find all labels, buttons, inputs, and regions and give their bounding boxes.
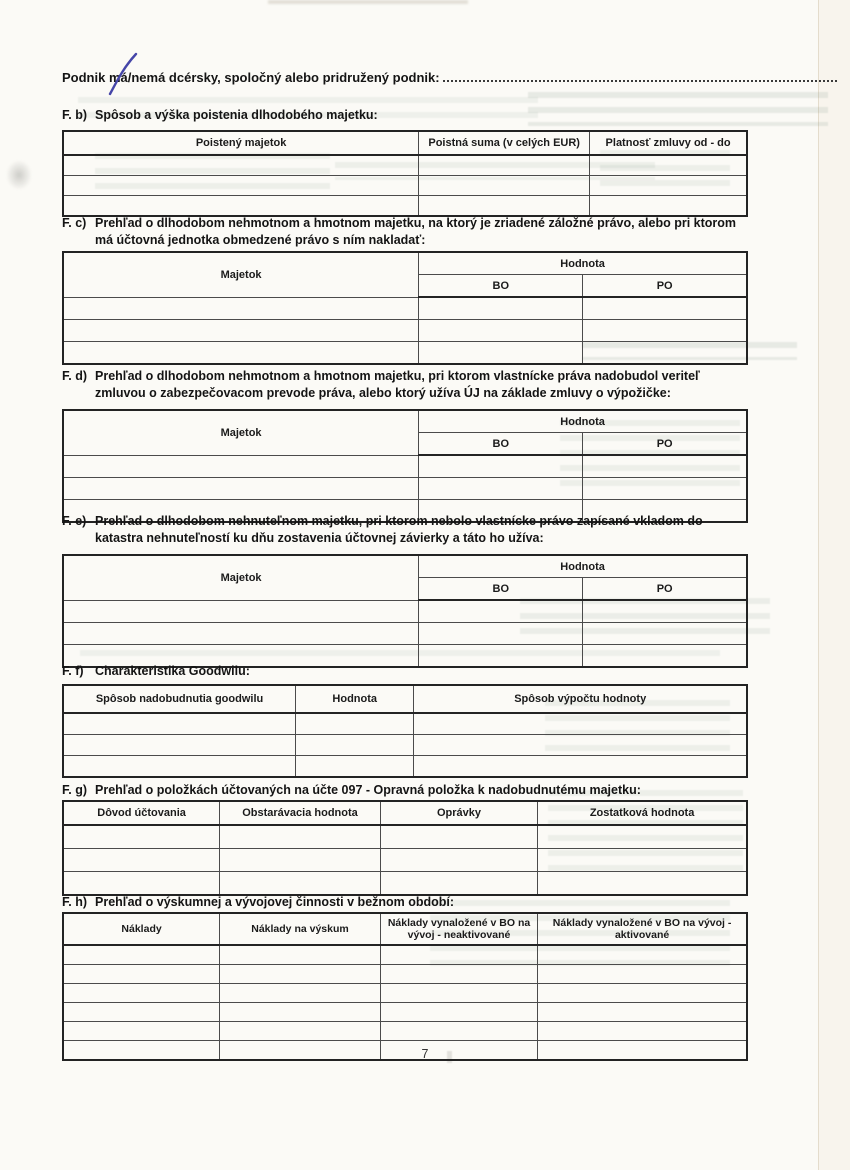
empty-cell xyxy=(63,713,296,735)
empty-cell xyxy=(63,1022,220,1041)
column-header: Hodnota xyxy=(296,685,414,713)
column-header-group: Hodnota xyxy=(419,252,747,275)
fe-table xyxy=(62,554,748,668)
table-row xyxy=(63,600,747,623)
dotted-fill-line xyxy=(443,67,837,82)
empty-cell xyxy=(380,1003,537,1022)
empty-cell xyxy=(538,1041,747,1061)
column-header: Dôvod účtovania xyxy=(63,801,220,825)
table-row xyxy=(63,1003,747,1022)
empty-cell xyxy=(583,297,747,320)
section-fg-title: Prehľad o položkách účtovaných na účte 097 - Opravná položka k nadobudnutému majetku: xyxy=(95,783,641,797)
empty-cell xyxy=(220,872,381,896)
empty-cell xyxy=(590,155,747,176)
column-header: Majetok xyxy=(63,555,419,600)
empty-cell xyxy=(220,965,381,984)
empty-cell xyxy=(220,1003,381,1022)
empty-cell xyxy=(63,478,419,500)
column-header: Náklady vynaložené v BO na vývoj - neaktivované xyxy=(380,913,537,945)
section-fc-label: F. c) xyxy=(62,216,87,230)
column-header: Oprávky xyxy=(380,801,537,825)
section-ff-label: F. f) xyxy=(62,664,84,678)
table-row xyxy=(63,984,747,1003)
empty-cell xyxy=(583,478,747,500)
empty-cell xyxy=(63,825,220,849)
empty-cell xyxy=(414,756,747,778)
empty-cell xyxy=(583,455,747,478)
empty-cell xyxy=(63,455,419,478)
empty-cell xyxy=(419,155,590,176)
table-row xyxy=(63,155,747,176)
column-header: Náklady na výskum xyxy=(220,913,381,945)
empty-cell xyxy=(63,342,419,365)
empty-cell xyxy=(538,965,747,984)
section-fb-label: F. b) xyxy=(62,108,87,122)
section-fe-label: F. e) xyxy=(62,514,87,528)
empty-cell xyxy=(380,945,537,965)
empty-cell xyxy=(414,735,747,756)
fh-table xyxy=(62,912,748,1061)
empty-cell xyxy=(296,756,414,778)
column-header-group: Hodnota xyxy=(419,410,747,433)
intro-line xyxy=(62,67,837,87)
empty-cell xyxy=(63,984,220,1003)
empty-cell xyxy=(63,320,419,342)
section-fb-title: Spôsob a výška poistenia dlhodobého majetku: xyxy=(95,108,378,122)
empty-cell xyxy=(63,965,220,984)
table-row xyxy=(63,965,747,984)
table-row xyxy=(63,735,747,756)
empty-cell xyxy=(380,965,537,984)
empty-cell xyxy=(419,455,583,478)
section-fe-heading xyxy=(62,513,752,547)
table-row xyxy=(63,176,747,196)
intro-struck-word: má xyxy=(109,69,128,87)
empty-cell xyxy=(380,1041,537,1061)
empty-cell xyxy=(220,849,381,872)
empty-cell xyxy=(419,600,583,623)
empty-cell xyxy=(220,945,381,965)
column-header: BO xyxy=(419,578,583,601)
empty-cell xyxy=(419,176,590,196)
section-fc-heading xyxy=(62,215,752,249)
empty-cell xyxy=(63,600,419,623)
fc-table xyxy=(62,251,748,365)
empty-cell xyxy=(538,945,747,965)
scan-edge-artifact xyxy=(818,0,850,1170)
table-row xyxy=(63,320,747,342)
section-fb-heading xyxy=(62,107,752,124)
table-row xyxy=(63,872,747,896)
table-row xyxy=(63,1022,747,1041)
empty-cell xyxy=(296,735,414,756)
column-header: Poistná suma (v celých EUR) xyxy=(419,131,590,155)
empty-cell xyxy=(538,1022,747,1041)
empty-cell xyxy=(63,1041,220,1061)
empty-cell xyxy=(380,849,537,872)
empty-cell xyxy=(538,984,747,1003)
table-row xyxy=(63,713,747,735)
fg-table xyxy=(62,800,748,896)
column-header: Spôsob výpočtu hodnoty xyxy=(414,685,747,713)
column-header: Poistený majetok xyxy=(63,131,419,155)
empty-cell xyxy=(380,872,537,896)
section-fd-title: Prehľad o dlhodobom nehmotnom a hmotnom majetku, pri ktorom vlastnícke práva nadobudol veriteľ zmluvou o zabezpečovacom prevode práva, alebo ktorý užíva ÚJ na základe zmluvy o výpožičke: xyxy=(95,369,700,400)
empty-cell xyxy=(63,155,419,176)
empty-cell xyxy=(538,849,747,872)
section-fh-label: F. h) xyxy=(62,895,87,909)
column-header: Majetok xyxy=(63,410,419,455)
table-row xyxy=(63,1041,747,1061)
table-row xyxy=(63,478,747,500)
intro-text-rest: /nemá dcérsky, spoločný alebo pridružený podnik: xyxy=(127,70,440,85)
section-fg-heading xyxy=(62,782,752,799)
column-header-group: Hodnota xyxy=(419,555,747,578)
empty-cell xyxy=(380,1022,537,1041)
empty-cell xyxy=(63,735,296,756)
empty-cell xyxy=(63,623,419,645)
column-header: Majetok xyxy=(63,252,419,297)
scan-smudge xyxy=(6,160,32,190)
section-fg-label: F. g) xyxy=(62,783,87,797)
section-fd-label: F. d) xyxy=(62,369,87,383)
column-header: BO xyxy=(419,433,583,456)
empty-cell xyxy=(538,825,747,849)
table-row xyxy=(63,849,747,872)
empty-cell xyxy=(220,825,381,849)
table-row xyxy=(63,825,747,849)
empty-cell xyxy=(63,176,419,196)
column-header: PO xyxy=(583,275,747,298)
scan-smudge xyxy=(268,0,468,4)
empty-cell xyxy=(220,984,381,1003)
empty-cell xyxy=(63,849,220,872)
table-row xyxy=(63,756,747,778)
table-row xyxy=(63,196,747,217)
column-header: Platnosť zmluvy od - do xyxy=(590,131,747,155)
section-fc-title: Prehľad o dlhodobom nehmotnom a hmotnom majetku, na ktorý je zriadené záložné právo, alebo pri ktorom má účtovná jednotka obmedzené právo s ním nakladať: xyxy=(95,216,737,247)
empty-cell xyxy=(583,600,747,623)
empty-cell xyxy=(220,1022,381,1041)
empty-cell xyxy=(63,945,220,965)
section-ff-heading xyxy=(62,663,752,680)
table-row xyxy=(63,297,747,320)
empty-cell xyxy=(590,176,747,196)
empty-cell xyxy=(419,297,583,320)
empty-cell xyxy=(419,342,583,365)
table-row xyxy=(63,455,747,478)
fb-table xyxy=(62,130,748,217)
empty-cell xyxy=(380,984,537,1003)
column-header: Náklady xyxy=(63,913,220,945)
empty-cell xyxy=(414,713,747,735)
section-fe-title: Prehľad o dlhodobom nehnuteľnom majetku, pri ktorom nebolo vlastnícke právo zapísané vkladom do katastra nehnuteľností ku dňu zostavenia účtovnej závierky a táto ho užíva: xyxy=(95,514,703,545)
empty-cell xyxy=(63,756,296,778)
column-header: Spôsob nadobudnutia goodwilu xyxy=(63,685,296,713)
section-fd-heading xyxy=(62,368,752,402)
empty-cell xyxy=(63,297,419,320)
empty-cell xyxy=(590,196,747,217)
intro-text-prefix: Podnik xyxy=(62,70,109,85)
column-header: Náklady vynaložené v BO na vývoj - aktivované xyxy=(538,913,747,945)
table-row xyxy=(63,945,747,965)
column-header: PO xyxy=(583,433,747,456)
empty-cell xyxy=(63,872,220,896)
empty-cell xyxy=(296,713,414,735)
column-header: BO xyxy=(419,275,583,298)
empty-cell xyxy=(538,1003,747,1022)
page-number: 7 xyxy=(421,1047,429,1061)
empty-cell xyxy=(583,342,747,365)
table-row xyxy=(63,342,747,365)
empty-cell xyxy=(538,872,747,896)
column-header: Obstarávacia hodnota xyxy=(220,801,381,825)
column-header: Zostatková hodnota xyxy=(538,801,747,825)
column-header: PO xyxy=(583,578,747,601)
empty-cell xyxy=(63,196,419,217)
section-fh-title: Prehľad o výskumnej a vývojovej činnosti v bežnom období: xyxy=(95,895,455,909)
section-ff-title: Charakteristika Goodwilu: xyxy=(95,664,250,678)
empty-cell xyxy=(63,1003,220,1022)
empty-cell xyxy=(583,623,747,645)
empty-cell xyxy=(380,825,537,849)
empty-cell xyxy=(220,1041,381,1061)
table-row xyxy=(63,623,747,645)
empty-cell xyxy=(419,623,583,645)
section-fh-heading xyxy=(62,894,752,911)
ff-table xyxy=(62,684,748,778)
fd-table xyxy=(62,409,748,523)
empty-cell xyxy=(419,196,590,217)
empty-cell xyxy=(583,320,747,342)
empty-cell xyxy=(419,478,583,500)
empty-cell xyxy=(419,320,583,342)
